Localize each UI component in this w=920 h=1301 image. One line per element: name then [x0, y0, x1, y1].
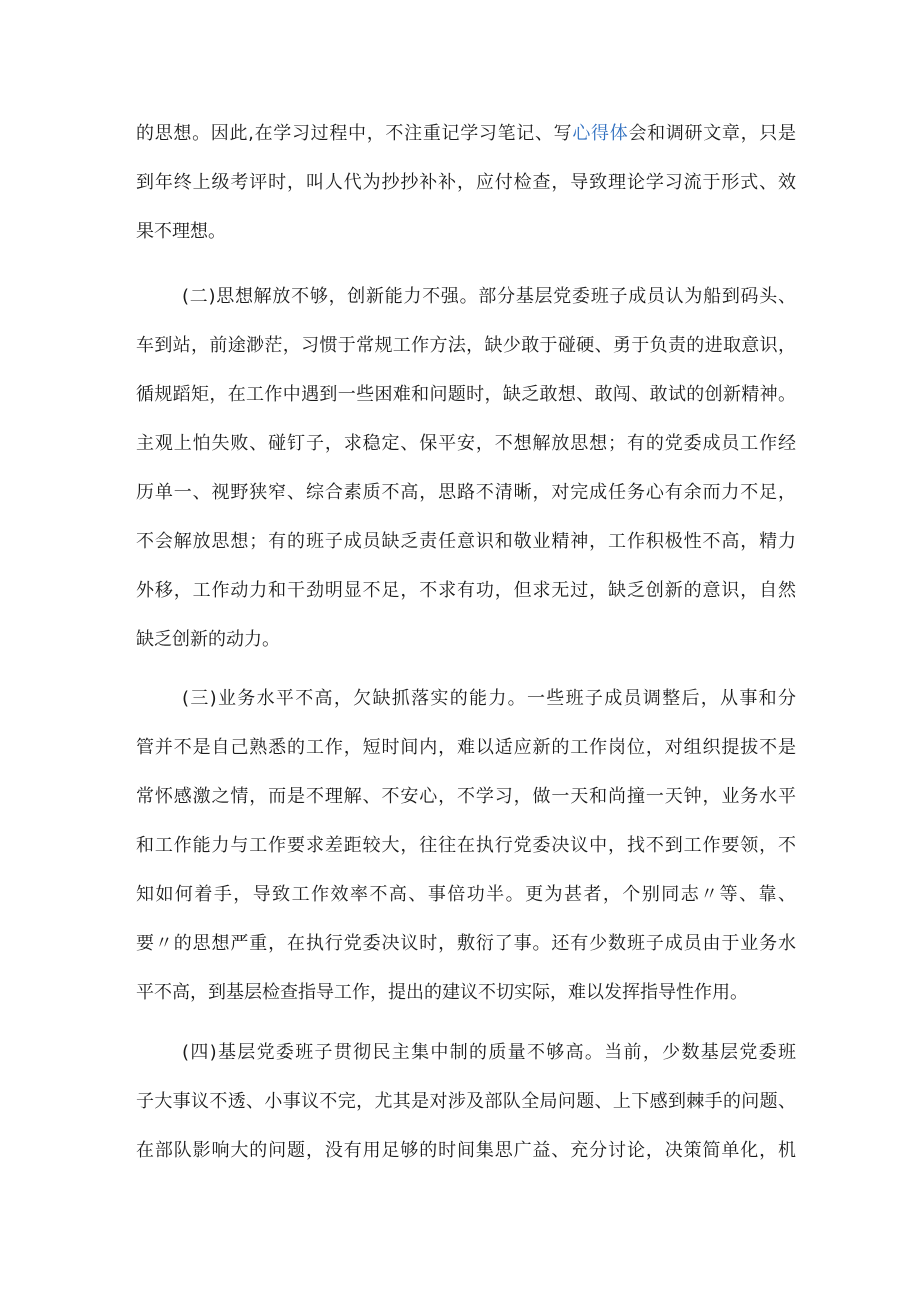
- paragraph-section-4: [136, 1028, 796, 1175]
- text-line: 车到站，前途渺茫，习惯于常规工作方法，缺少敢于碰硬、勇于负责的进取意识，: [136, 335, 796, 356]
- text-run: 的思想。因此,在学习过程中，不注重记学习笔记、写: [136, 123, 573, 144]
- text-line: 历单一、视野狭窄、综合素质不高，思路不清晰，对完成任务心有余而力不足，: [136, 482, 796, 503]
- text-line: 到年终上级考评时，叫人代为抄抄补补，应付检查，导致理论学习流于形式、效: [136, 172, 796, 193]
- paragraph-section-3: [136, 674, 796, 1017]
- text-line: 子大事议不透、小事议不完，尤其是对涉及部队全局问题、上下感到棘手的问题、: [136, 1091, 796, 1112]
- text-line: 常怀感激之情，而是不理解、不安心，不学习，做一天和尚撞一天钟，业务水平: [136, 786, 796, 807]
- text-line: 缺乏创新的动力。: [136, 629, 280, 650]
- text-line: 管并不是自己熟悉的工作，短时间内，难以适应新的工作岗位，对组织提拔不是: [136, 737, 796, 758]
- text-line: 果不理想。: [136, 221, 226, 242]
- keyword-link[interactable]: 心得体: [572, 123, 629, 144]
- text-line: (三)业务水平不高，欠缺抓落实的能力。一些班子成员调整后，从事和分: [182, 688, 796, 709]
- text-line: 不会解放思想；有的班子成员缺乏责任意识和敬业精神，工作积极性不高，精力: [136, 531, 796, 552]
- text-line: 主观上怕失败、碰钉子，求稳定、保平安，不想解放思想；有的党委成员工作经: [136, 433, 796, 454]
- text-line: 循规蹈矩，在工作中遇到一些困难和问题时，缺乏敢想、敢闯、敢试的创新精神。: [136, 384, 796, 405]
- text-line: 和工作能力与工作要求差距较大，往往在执行党委决议中，找不到工作要领，不: [136, 835, 796, 856]
- text-line: 在部队影响大的问题，没有用足够的时间集思广益、充分讨论，决策简单化，机: [136, 1140, 796, 1161]
- paragraph-section-2: [136, 272, 796, 664]
- text-line: 平不高，到基层检查指导工作，提出的建议不切实际，难以发挥指导性作用。: [136, 982, 748, 1003]
- text-line: (二)思想解放不够，创新能力不强。部分基层党委班子成员认为船到码头、: [182, 286, 796, 307]
- text-line: (四)基层党委班子贯彻民主集中制的质量不够高。当前，少数基层党委班: [182, 1042, 796, 1063]
- text-run: 会和调研文章，只是: [628, 123, 796, 144]
- text-line: 要〃的思想严重，在执行党委决议时，敷衍了事。还有少数班子成员由于业务水: [136, 933, 796, 954]
- text-line: 知如何着手，导致工作效率不高、事倍功半。更为甚者，个别同志〃等、靠、: [136, 884, 796, 905]
- text-line: [136, 109, 796, 158]
- text-line: 外移，工作动力和干劲明显不足，不求有功，但求无过，缺乏创新的意识，自然: [136, 580, 796, 601]
- paragraph-continuation: [136, 109, 796, 256]
